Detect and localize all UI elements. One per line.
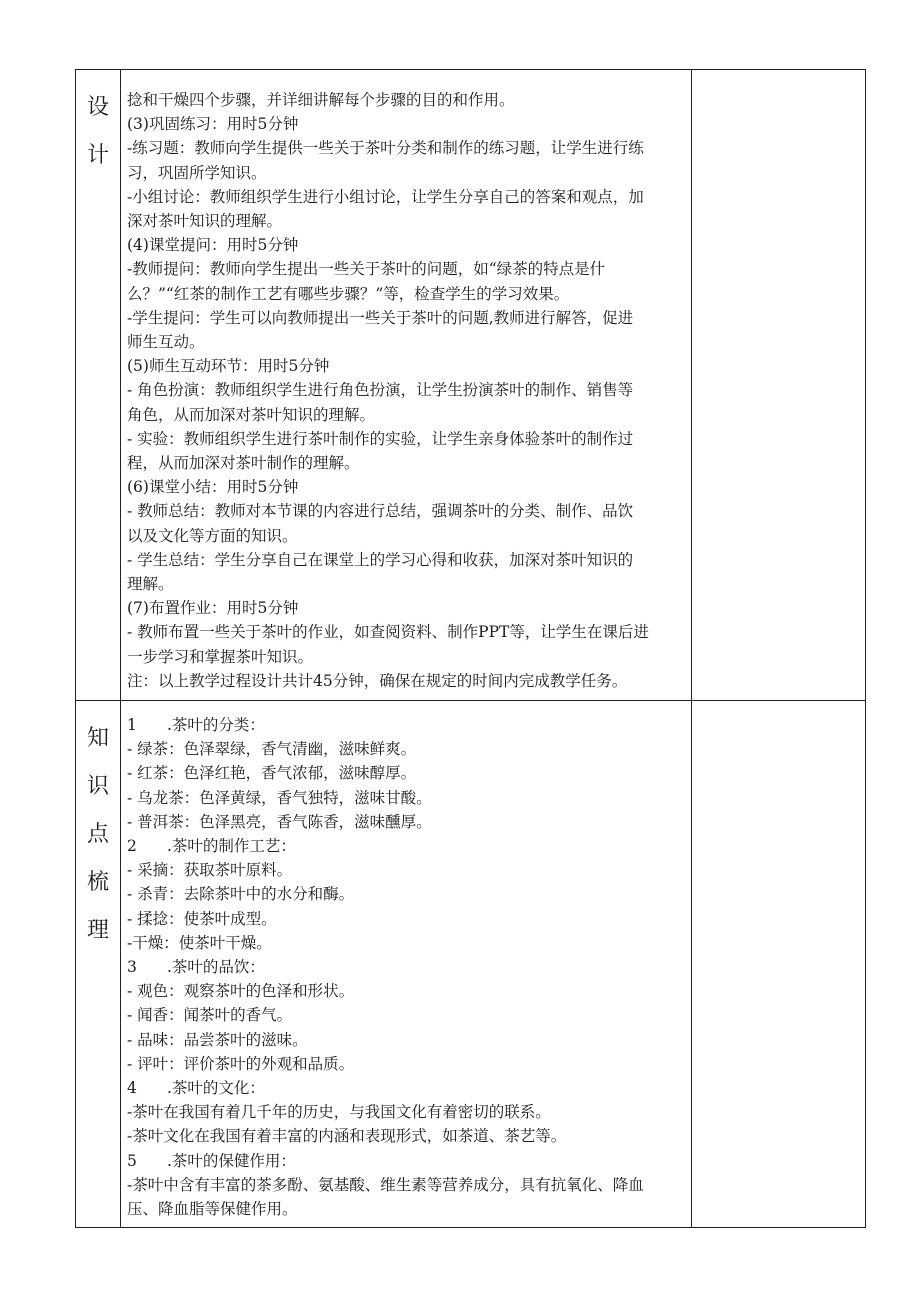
content-cell <box>121 70 692 701</box>
row-label-char: 识 <box>86 774 109 799</box>
section-item: -茶叶在我国有着几千年的历史，与我国文化有着密切的联系。 <box>127 1103 551 1122</box>
section-title: .茶叶的制作工艺： <box>167 837 296 856</box>
row-label-char: 知 <box>86 726 109 751</box>
text-line: 么？”“红茶的制作工艺有哪些步骤？”等，检查学生的学习效果。 <box>127 284 570 303</box>
text-line: - 实验：教师组织学生进行茶叶制作的实验，让学生亲身体验茶叶的制作过 <box>127 429 634 448</box>
text-line: - 角色扮演：教师组织学生进行角色扮演，让学生扮演茶叶的制作、销售等 <box>127 381 634 400</box>
text-line: - 教师总结：教师对本节课的内容进行总结，强调茶叶的分类、制作、品饮 <box>127 502 634 521</box>
section-item: - 观色：观察茶叶的色泽和形状。 <box>127 982 355 1001</box>
section-item: - 闻香：闻茶叶的香气。 <box>127 1006 293 1025</box>
row-label-cell <box>76 701 121 1228</box>
section-item: - 乌龙茶：色泽黄绿，香气独特，滋味甘酸。 <box>127 788 432 807</box>
text-line: -练习题：教师向学生提供一些关于茶叶分类和制作的练习题，让学生进行练 <box>127 139 644 158</box>
text-line: (3)巩固练习：用时5分钟 <box>127 115 299 134</box>
text-line: (6)课堂小结：用时5分钟 <box>127 478 299 497</box>
section-title: .茶叶的保健作用： <box>167 1151 296 1170</box>
section-number: 5 <box>127 1151 137 1170</box>
section-item: - 品味：品尝茶叶的滋味。 <box>127 1030 308 1049</box>
row-label-design <box>76 70 120 180</box>
notes-cell <box>692 701 866 1228</box>
text-line: -学生提问：学生可以向教师提出一些关于茶叶的问题,教师进行解答，促进 <box>127 308 634 327</box>
text-line: -小组讨论：教师组织学生进行小组讨论，让学生分享自己的答案和观点，加 <box>127 187 644 206</box>
row-label-cell <box>76 70 121 701</box>
text-line: 程，从而加深对茶叶制作的理解。 <box>127 454 360 473</box>
text-line: - 学生总结：学生分享自己在课堂上的学习心得和收获，加深对茶叶知识的 <box>127 550 634 569</box>
knowledge-points-row <box>76 701 866 1228</box>
text-line: 注：以上教学过程设计共计45分钟，确保在规定的时间内完成教学任务。 <box>127 671 628 690</box>
notes-cell <box>692 70 866 701</box>
lesson-plan-table <box>75 69 866 1228</box>
section-item: 压、降血脂等保健作用。 <box>127 1200 298 1219</box>
section-heading <box>127 834 687 858</box>
section-number: 4 <box>127 1079 137 1098</box>
section-item: - 杀青：去除茶叶中的水分和酶。 <box>127 885 355 904</box>
text-line: 深对茶叶知识的理解。 <box>127 212 283 231</box>
text-line: 理解。 <box>127 575 174 594</box>
section-title: .茶叶的文化： <box>167 1079 265 1098</box>
section-item: -茶叶中含有丰富的茶多酚、氨基酸、维生素等营养成分，具有抗氧化、降血 <box>127 1175 644 1194</box>
section-item: - 红茶：色泽红艳，香气浓郁，滋味醇厚。 <box>127 764 417 783</box>
row-label-char: 理 <box>86 918 109 943</box>
row-label-char: 梳 <box>86 870 109 895</box>
section-heading <box>127 713 687 737</box>
section-item: -茶叶文化在我国有着丰富的内涵和表现形式，如茶道、茶艺等。 <box>127 1127 567 1146</box>
section-heading <box>127 1076 687 1100</box>
section-number: 2 <box>127 837 137 856</box>
text-line: (4)课堂提问：用时5分钟 <box>127 236 299 255</box>
row-label-char: 点 <box>86 822 109 847</box>
section-item: - 普洱茶：色泽黑亮，香气陈香，滋味醺厚。 <box>127 812 432 831</box>
knowledge-points-text <box>121 701 691 1227</box>
text-line: (5)师生互动环节：用时5分钟 <box>127 357 330 376</box>
teaching-process-text <box>121 70 691 699</box>
section-item: -干燥：使茶叶干燥。 <box>127 933 272 952</box>
row-label-char: 设 <box>86 95 109 120</box>
section-number: 3 <box>127 958 137 977</box>
text-line: 习，巩固所学知识。 <box>127 163 267 182</box>
section-heading <box>127 955 687 979</box>
text-line: (7)布置作业：用时5分钟 <box>127 599 299 618</box>
text-line: -教师提问：教师向学生提出一些关于茶叶的问题，如“绿茶的特点是什 <box>127 260 606 279</box>
section-item: - 揉捻：使茶叶成型。 <box>127 909 277 928</box>
section-heading <box>127 1149 687 1173</box>
row-label-char: 计 <box>86 143 109 168</box>
section-title: .茶叶的分类： <box>167 716 265 734</box>
teaching-design-row <box>76 70 866 701</box>
row-label-knowledge <box>76 701 120 955</box>
content-cell <box>121 701 692 1228</box>
text-line: 师生互动。 <box>127 333 205 352</box>
text-line: 以及文化等方面的知识。 <box>127 526 298 545</box>
text-line: 一步学习和掌握茶叶知识。 <box>127 647 314 666</box>
text-line: - 教师布置一些关于茶叶的作业，如查阅资料、制作PPT等，让学生在课后进 <box>127 623 649 642</box>
section-item: - 采摘：获取茶叶原料。 <box>127 861 293 880</box>
section-title: .茶叶的品饮： <box>167 958 265 977</box>
section-item: - 评叶：评价茶叶的外观和品质。 <box>127 1054 355 1073</box>
text-line: 角色，从而加深对茶叶知识的理解。 <box>127 405 376 424</box>
section-item: - 绿茶：色泽翠绿，香气清幽，滋味鲜爽。 <box>127 740 417 759</box>
section-number: 1 <box>127 716 137 734</box>
text-line: 捻和干燥四个步骤，并详细讲解每个步骤的目的和作用。 <box>127 91 515 109</box>
